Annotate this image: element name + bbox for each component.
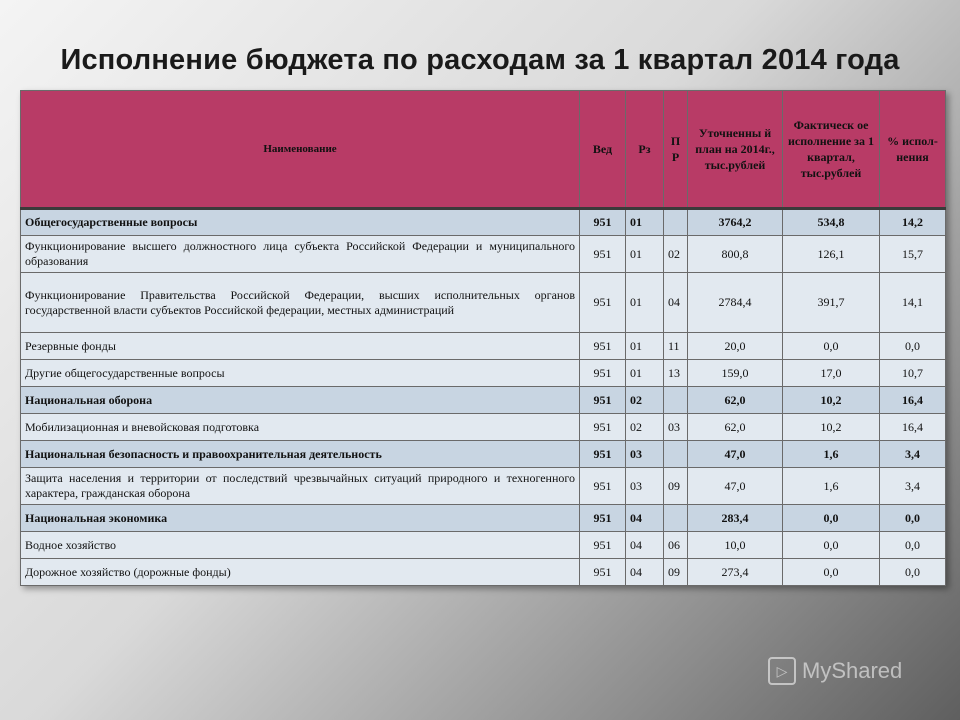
row-pct: 0,0 [880, 333, 946, 360]
row-ved: 951 [580, 505, 626, 532]
header-name: Наименование [21, 91, 580, 209]
row-pr [664, 441, 688, 468]
header-ved: Вед [580, 91, 626, 209]
row-plan: 2784,4 [688, 273, 783, 333]
table-row [21, 414, 946, 441]
row-fact: 534,8 [783, 209, 880, 236]
row-pr: 09 [664, 468, 688, 505]
row-name: Водное хозяйство [21, 532, 580, 559]
row-plan: 10,0 [688, 532, 783, 559]
row-rz: 04 [626, 559, 664, 586]
table-row [21, 360, 946, 387]
row-plan: 273,4 [688, 559, 783, 586]
row-ved: 951 [580, 333, 626, 360]
row-name: Общегосударственные вопросы [21, 209, 580, 236]
row-name: Дорожное хозяйство (дорожные фонды) [21, 559, 580, 586]
row-fact: 1,6 [783, 441, 880, 468]
header-pct: % испол-нения [880, 91, 946, 209]
row-name: Функционирование высшего должностного лица субъекта Российской Федерации и муниципального образования [21, 236, 580, 273]
row-rz: 01 [626, 360, 664, 387]
row-name: Национальная экономика [21, 505, 580, 532]
row-ved: 951 [580, 532, 626, 559]
row-rz: 03 [626, 468, 664, 505]
row-pr: 11 [664, 333, 688, 360]
row-pr [664, 209, 688, 236]
row-rz: 04 [626, 532, 664, 559]
row-plan: 62,0 [688, 414, 783, 441]
row-pct: 3,4 [880, 468, 946, 505]
row-ved: 951 [580, 360, 626, 387]
table-row [21, 559, 946, 586]
row-plan: 3764,2 [688, 209, 783, 236]
row-plan: 283,4 [688, 505, 783, 532]
header-fact: Фактическ ое исполнение за 1 квартал, тыс.рублей [783, 91, 880, 209]
row-plan: 62,0 [688, 387, 783, 414]
row-fact: 391,7 [783, 273, 880, 333]
row-rz: 01 [626, 273, 664, 333]
row-ved: 951 [580, 273, 626, 333]
row-pct: 14,1 [880, 273, 946, 333]
table-row [21, 273, 946, 333]
row-name: Функционирование Правительства Российской Федерации, высших исполнительных органов государственной власти субъектов Российской федерации, местных администраций [21, 273, 580, 333]
table-row [21, 532, 946, 559]
page-title: Исполнение бюджета по расходам за 1 квартал 2014 года [60, 44, 900, 76]
row-fact: 1,6 [783, 468, 880, 505]
row-ved: 951 [580, 236, 626, 273]
row-name: Другие общегосударственные вопросы [21, 360, 580, 387]
row-name: Национальная безопасность и правоохранительная деятельность [21, 441, 580, 468]
row-fact: 10,2 [783, 414, 880, 441]
row-pr [664, 387, 688, 414]
row-fact: 10,2 [783, 387, 880, 414]
row-fact: 0,0 [783, 559, 880, 586]
row-rz: 01 [626, 333, 664, 360]
row-pct: 0,0 [880, 532, 946, 559]
row-rz: 03 [626, 441, 664, 468]
row-pr: 13 [664, 360, 688, 387]
table-row [21, 236, 946, 273]
budget-table [20, 90, 946, 586]
table-row [21, 505, 946, 532]
row-name: Мобилизационная и вневойсковая подготовка [21, 414, 580, 441]
row-ved: 951 [580, 559, 626, 586]
row-name: Защита населения и территории от последствий чрезвычайных ситуаций природного и техногенного характера, гражданская оборона [21, 468, 580, 505]
row-rz: 01 [626, 236, 664, 273]
table-row [21, 333, 946, 360]
row-rz: 04 [626, 505, 664, 532]
row-pr: 04 [664, 273, 688, 333]
row-name: Национальная оборона [21, 387, 580, 414]
row-pr: 09 [664, 559, 688, 586]
header-plan: Уточненны й план на 2014г., тыс.рублей [688, 91, 783, 209]
row-pct: 15,7 [880, 236, 946, 273]
row-plan: 20,0 [688, 333, 783, 360]
row-plan: 159,0 [688, 360, 783, 387]
row-pct: 0,0 [880, 505, 946, 532]
row-rz: 01 [626, 209, 664, 236]
table-row [21, 441, 946, 468]
table-header-row [21, 91, 946, 209]
row-ved: 951 [580, 209, 626, 236]
row-plan: 47,0 [688, 441, 783, 468]
row-ved: 951 [580, 468, 626, 505]
row-fact: 126,1 [783, 236, 880, 273]
table-row [21, 387, 946, 414]
table-row [21, 468, 946, 505]
row-rz: 02 [626, 414, 664, 441]
watermark [768, 657, 902, 685]
row-fact: 0,0 [783, 505, 880, 532]
row-pct: 14,2 [880, 209, 946, 236]
row-pr: 02 [664, 236, 688, 273]
row-pct: 0,0 [880, 559, 946, 586]
row-rz: 02 [626, 387, 664, 414]
row-pct: 3,4 [880, 441, 946, 468]
row-plan: 800,8 [688, 236, 783, 273]
row-fact: 17,0 [783, 360, 880, 387]
header-rz: Рз [626, 91, 664, 209]
row-pct: 10,7 [880, 360, 946, 387]
table-row [21, 209, 946, 236]
row-pct: 16,4 [880, 414, 946, 441]
row-ved: 951 [580, 414, 626, 441]
row-name: Резервные фонды [21, 333, 580, 360]
row-pr: 03 [664, 414, 688, 441]
watermark-label: MyShared [802, 658, 903, 683]
row-pr: 06 [664, 532, 688, 559]
row-ved: 951 [580, 441, 626, 468]
row-plan: 47,0 [688, 468, 783, 505]
presentation-icon: ▷ [768, 657, 796, 685]
row-pct: 16,4 [880, 387, 946, 414]
header-pr: П Р [664, 91, 688, 209]
row-fact: 0,0 [783, 333, 880, 360]
row-pr [664, 505, 688, 532]
row-fact: 0,0 [783, 532, 880, 559]
row-ved: 951 [580, 387, 626, 414]
